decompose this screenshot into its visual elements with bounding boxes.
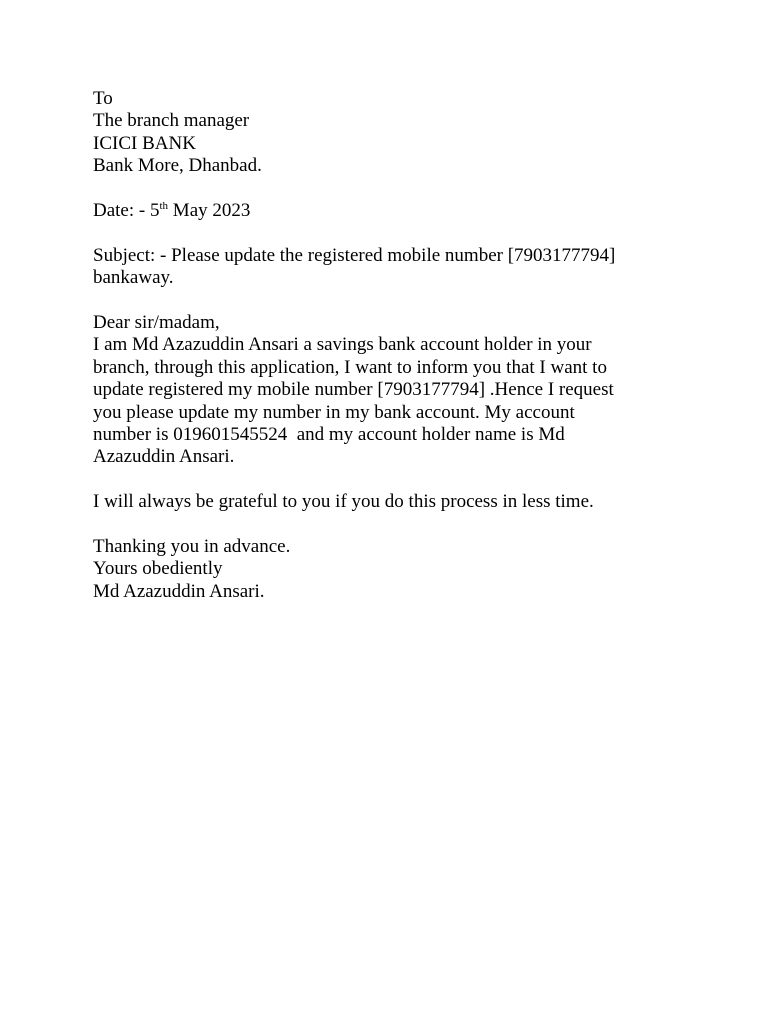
- body-paragraph-1: [93, 334, 693, 468]
- recipient-address: [93, 88, 693, 178]
- signature-name: Md Azazuddin Ansari.: [93, 580, 265, 602]
- subject-line-2: bankaway.: [93, 267, 174, 289]
- closing-signoff: Yours obediently: [93, 558, 223, 580]
- letter-date: [93, 200, 693, 222]
- salutation: Dear sir/madam,: [93, 312, 220, 334]
- letter-subject: [93, 245, 693, 290]
- spacer: [93, 222, 693, 244]
- paragraph-line: branch, through this application, I want to inform you that I want to: [93, 356, 607, 378]
- closing-thanks: Thanking you in advance.: [93, 536, 291, 558]
- paragraph-line: update registered my mobile number [7903177794] .Hence I request: [93, 379, 614, 401]
- body-paragraph-2: I will always be grateful to you if you do this process in less time.: [93, 491, 594, 513]
- letter-body: [93, 88, 693, 603]
- address-bank: ICICI BANK: [93, 132, 196, 154]
- paragraph-line: I am Md Azazuddin Ansari a savings bank account holder in your: [93, 334, 592, 356]
- address-to: To: [93, 88, 113, 109]
- date-prefix: Date: - 5: [93, 200, 160, 222]
- spacer: [93, 514, 693, 536]
- paragraph-line: number is 019601545524 and my account holder name is Md: [93, 424, 565, 446]
- address-branch: Bank More, Dhanbad.: [93, 155, 262, 177]
- paragraph-line: you please update my number in my bank account. My account: [93, 401, 575, 423]
- paragraph-line: Azazuddin Ansari.: [93, 446, 235, 468]
- spacer: [93, 178, 693, 200]
- spacer: [93, 290, 693, 312]
- date-suffix: May 2023: [168, 200, 251, 222]
- closing-block: [93, 536, 693, 603]
- spacer: [93, 469, 693, 491]
- address-recipient: The branch manager: [93, 110, 250, 132]
- subject-line-1: Subject: - Please update the registered mobile number [7903177794]: [93, 244, 616, 266]
- date-ordinal: th: [159, 200, 169, 213]
